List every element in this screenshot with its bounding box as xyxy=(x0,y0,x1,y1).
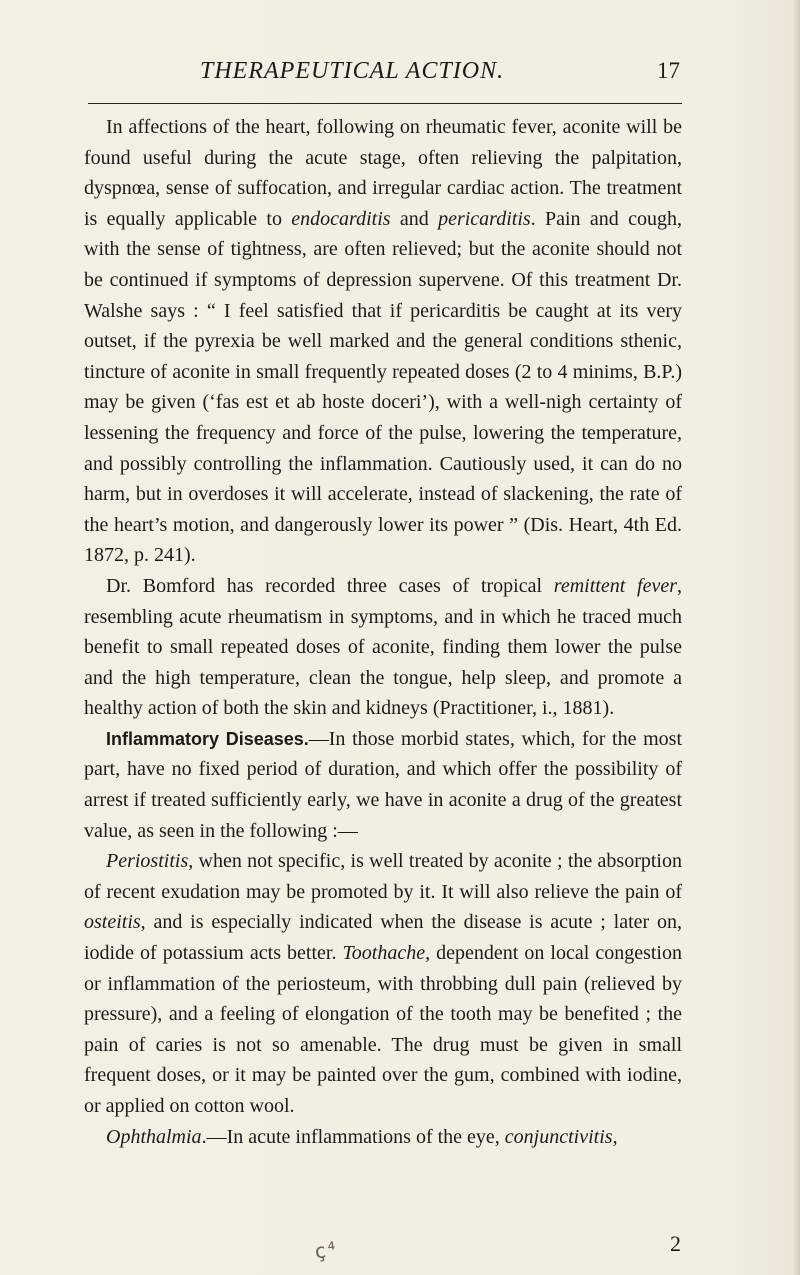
italic-term-periostitis: Periostitis xyxy=(106,850,189,873)
text-run: Dr. Bomford has recorded three cases of tropical xyxy=(106,574,554,597)
text-run: , and is especially indicated when the disease is acute ; later on, iodide of potassium acts better. xyxy=(84,911,682,965)
italic-term-remittent-fever: remittent fever xyxy=(553,574,677,597)
page-header xyxy=(108,58,680,88)
italic-term-conjunctivitis: conjunctivitis xyxy=(504,1125,613,1148)
body-text xyxy=(84,112,682,1152)
text-run: , resembling acute rheumatism in symptoms, and in which he traced much benefit to small repeated doses of aconite, finding them lower the pulse and the high temperature, clean the tongue, help sleep, and promote a healthy action of both the skin and kidneys (Practitioner, i., 1881). xyxy=(84,574,682,720)
page-number: 17 xyxy=(657,58,680,83)
italic-term-osteitis: osteitis xyxy=(84,911,141,934)
italic-term-ophthalmia: Ophthalmia xyxy=(106,1125,202,1148)
text-run: , dependent on local congestion or inflammation of the periosteum, with throbbing dull pain (relieved by pressure), and a feeling of elongation of the tooth may be benefited ; the pain of caries is not so amenable. The drug must be given in small frequent doses, or it may be painted over the gum, combined with iodine, or applied on cotton wool. xyxy=(84,942,682,1117)
paragraph-ophthalmia xyxy=(84,1122,682,1153)
text-run: —In those morbid states, which, for the most part, have no fixed period of duration, and which offer the possibility of arrest if treated sufficiently early, we have in aconite a drug of the greatest value, as seen in the following :— xyxy=(84,727,682,842)
text-run: , xyxy=(612,1125,618,1148)
italic-term-toothache: Toothache xyxy=(342,942,426,965)
header-rule xyxy=(88,103,682,104)
text-run: and xyxy=(390,207,439,230)
paragraph-remittent-fever xyxy=(84,571,682,724)
text-run: In affections of the heart, following on rheumatic fever, aconite will be found useful during the acute stage, often relieving the palpitation, dyspnœa, sense of suffocation, and irregular cardiac action. The treatment is equally applicable to xyxy=(84,116,682,230)
italic-term-endocarditis: endocarditis xyxy=(291,207,391,230)
paragraph-inflammatory-diseases xyxy=(84,724,682,846)
page-edge-shadow xyxy=(794,0,800,1275)
handwritten-mark: ç⁴ xyxy=(312,1236,340,1264)
text-run: .—In acute inflammations of the eye, xyxy=(201,1125,505,1148)
text-run: , when not specific, is well treated by aconite ; the absorption of recent exudation may be promoted by it. It will also relieve the pain of xyxy=(84,850,682,903)
signature-mark: 2 xyxy=(670,1231,681,1256)
paragraph-heart-affections xyxy=(84,112,682,571)
paragraph-periostitis xyxy=(84,846,682,1121)
running-head: THERAPEUTICAL ACTION. xyxy=(200,58,505,84)
text-run: . Pain and cough, with the sense of tightness, are often relieved; but the aconite should not be continued if symptoms of depression supervene. Of this treatment Dr. Walshe says : “ I feel satisfied that if pericarditis be caught at its very outset, if the pyrexia be well marked and the general conditions sthenic, tincture of aconite in small frequently repeated doses (2 to 4 minims, B.P.) may be given (‘fas est et ab hoste doceri’), with a well-nigh certainty of lessening the frequency and force of the pulse, lowering the temperature, and possibly controlling the inflammation. Cautiously used, it can do no harm, but in overdoses it will accelerate, instead of slackening, the rate of the heart’s motion, and dangerously lower its power ” (Dis. Heart, 4th Ed. 1872, p. 241). xyxy=(84,207,682,567)
section-heading: Inflammatory Diseases. xyxy=(106,728,309,749)
italic-term-pericarditis: pericarditis xyxy=(438,207,531,230)
